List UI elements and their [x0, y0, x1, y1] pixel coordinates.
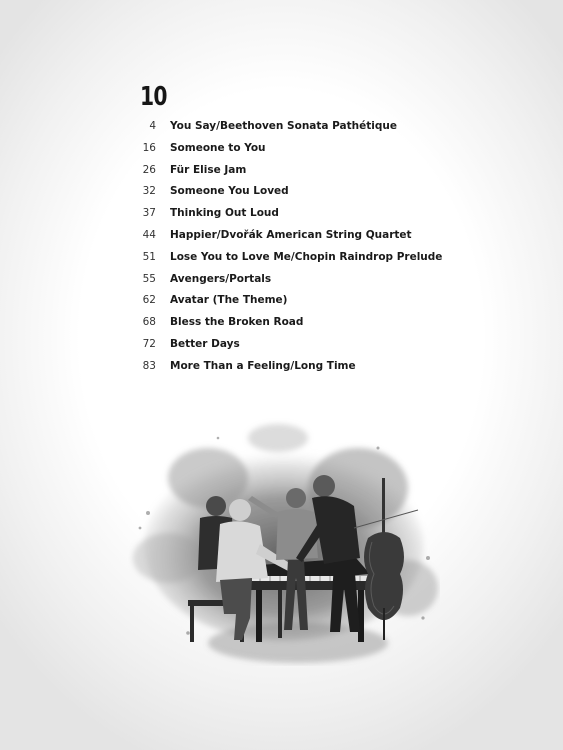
toc-page-number: 72 — [142, 337, 156, 350]
toc-entry — [120, 273, 460, 295]
toc-page-number: 68 — [142, 316, 156, 329]
toc-page-number: 26 — [142, 163, 156, 176]
toc-entry — [120, 164, 460, 186]
toc-song-title: Lose You to Love Me/Chopin Raindrop Prelude — [170, 250, 443, 263]
toc-song-title: Happier/Dvořák American String Quartet — [170, 228, 412, 241]
toc-entry — [120, 185, 460, 207]
toc-entry — [120, 207, 460, 229]
toc-entry — [120, 360, 460, 382]
toc-entry — [120, 142, 460, 164]
toc-entry — [120, 251, 460, 273]
table-of-contents — [120, 120, 460, 382]
toc-song-title: Thinking Out Loud — [170, 207, 279, 220]
toc-entry — [120, 120, 460, 142]
toc-page-number: 62 — [142, 294, 156, 307]
toc-entry — [120, 338, 460, 360]
toc-song-title: Someone You Loved — [170, 185, 289, 198]
page-number: 10 — [140, 82, 167, 112]
toc-entry — [120, 316, 460, 338]
toc-page-number: 55 — [142, 272, 156, 285]
toc-song-title: You Say/Beethoven Sonata Pathétique — [170, 120, 397, 132]
toc-song-title: Avatar (The Theme) — [170, 294, 288, 307]
toc-page-number: 51 — [142, 250, 156, 263]
toc-page-number: 44 — [142, 228, 156, 241]
toc-song-title: Someone to You — [170, 141, 266, 154]
toc-song-title: Avengers/Portals — [170, 272, 272, 285]
toc-page-number: 4 — [149, 120, 156, 132]
toc-page-number: 32 — [142, 185, 156, 198]
toc-page-number: 37 — [142, 207, 156, 220]
toc-entry — [120, 294, 460, 316]
toc-page-number: 83 — [142, 359, 156, 372]
toc-entry — [120, 229, 460, 251]
toc-song-title: Für Elise Jam — [170, 163, 247, 176]
toc-song-title: More Than a Feeling/Long Time — [170, 359, 356, 372]
toc-song-title: Bless the Broken Road — [170, 316, 304, 329]
toc-song-title: Better Days — [170, 337, 240, 350]
band-photo-icon — [128, 418, 440, 666]
toc-page-number: 16 — [142, 141, 156, 154]
